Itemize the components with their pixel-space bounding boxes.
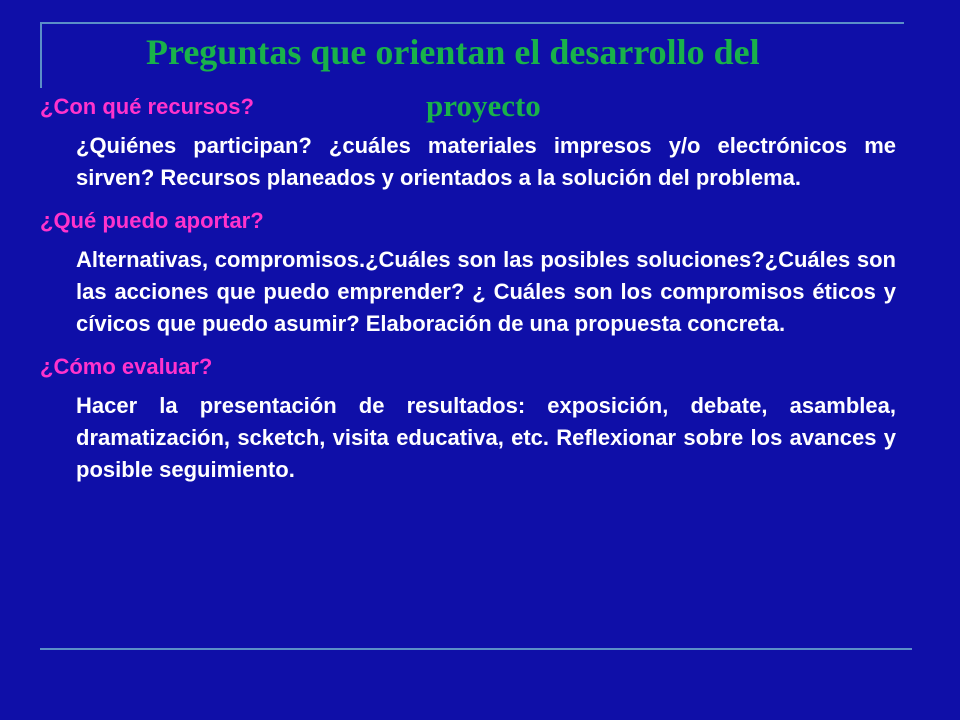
section-heading-recursos: ¿Con qué recursos? — [40, 94, 254, 119]
section-body-evaluar: Hacer la presentación de resultados: exposición, debate, asamblea, dramatización, scketch, visita educativa, etc. Reflexionar sobre los avances y posible seguimiento. — [76, 393, 896, 482]
section-body-recursos: ¿Quiénes participan? ¿cuáles materiales impresos y/o electrónicos me sirven? Recursos planeados y orientados a la solución del problema. — [76, 133, 896, 190]
top-divider-line — [40, 22, 904, 24]
section-body-aportar: Alternativas, compromisos.¿Cuáles son las posibles soluciones?¿Cuáles son las acciones que puedo emprender? ¿ Cuáles son los compromisos éticos y cívicos que puedo asumir? Elaboración de una propuesta concreta. — [76, 247, 896, 336]
slide-title-line-1: Preguntas que orientan el desarrollo del — [146, 32, 760, 72]
bottom-divider-line — [40, 648, 912, 650]
section-heading-evaluar: ¿Cómo evaluar? — [40, 354, 213, 379]
section-heading-aportar: ¿Qué puedo aportar? — [40, 208, 264, 233]
left-divider-line — [40, 22, 42, 88]
slide-content — [40, 90, 896, 486]
slide-title-line-2: proyecto — [426, 88, 541, 123]
